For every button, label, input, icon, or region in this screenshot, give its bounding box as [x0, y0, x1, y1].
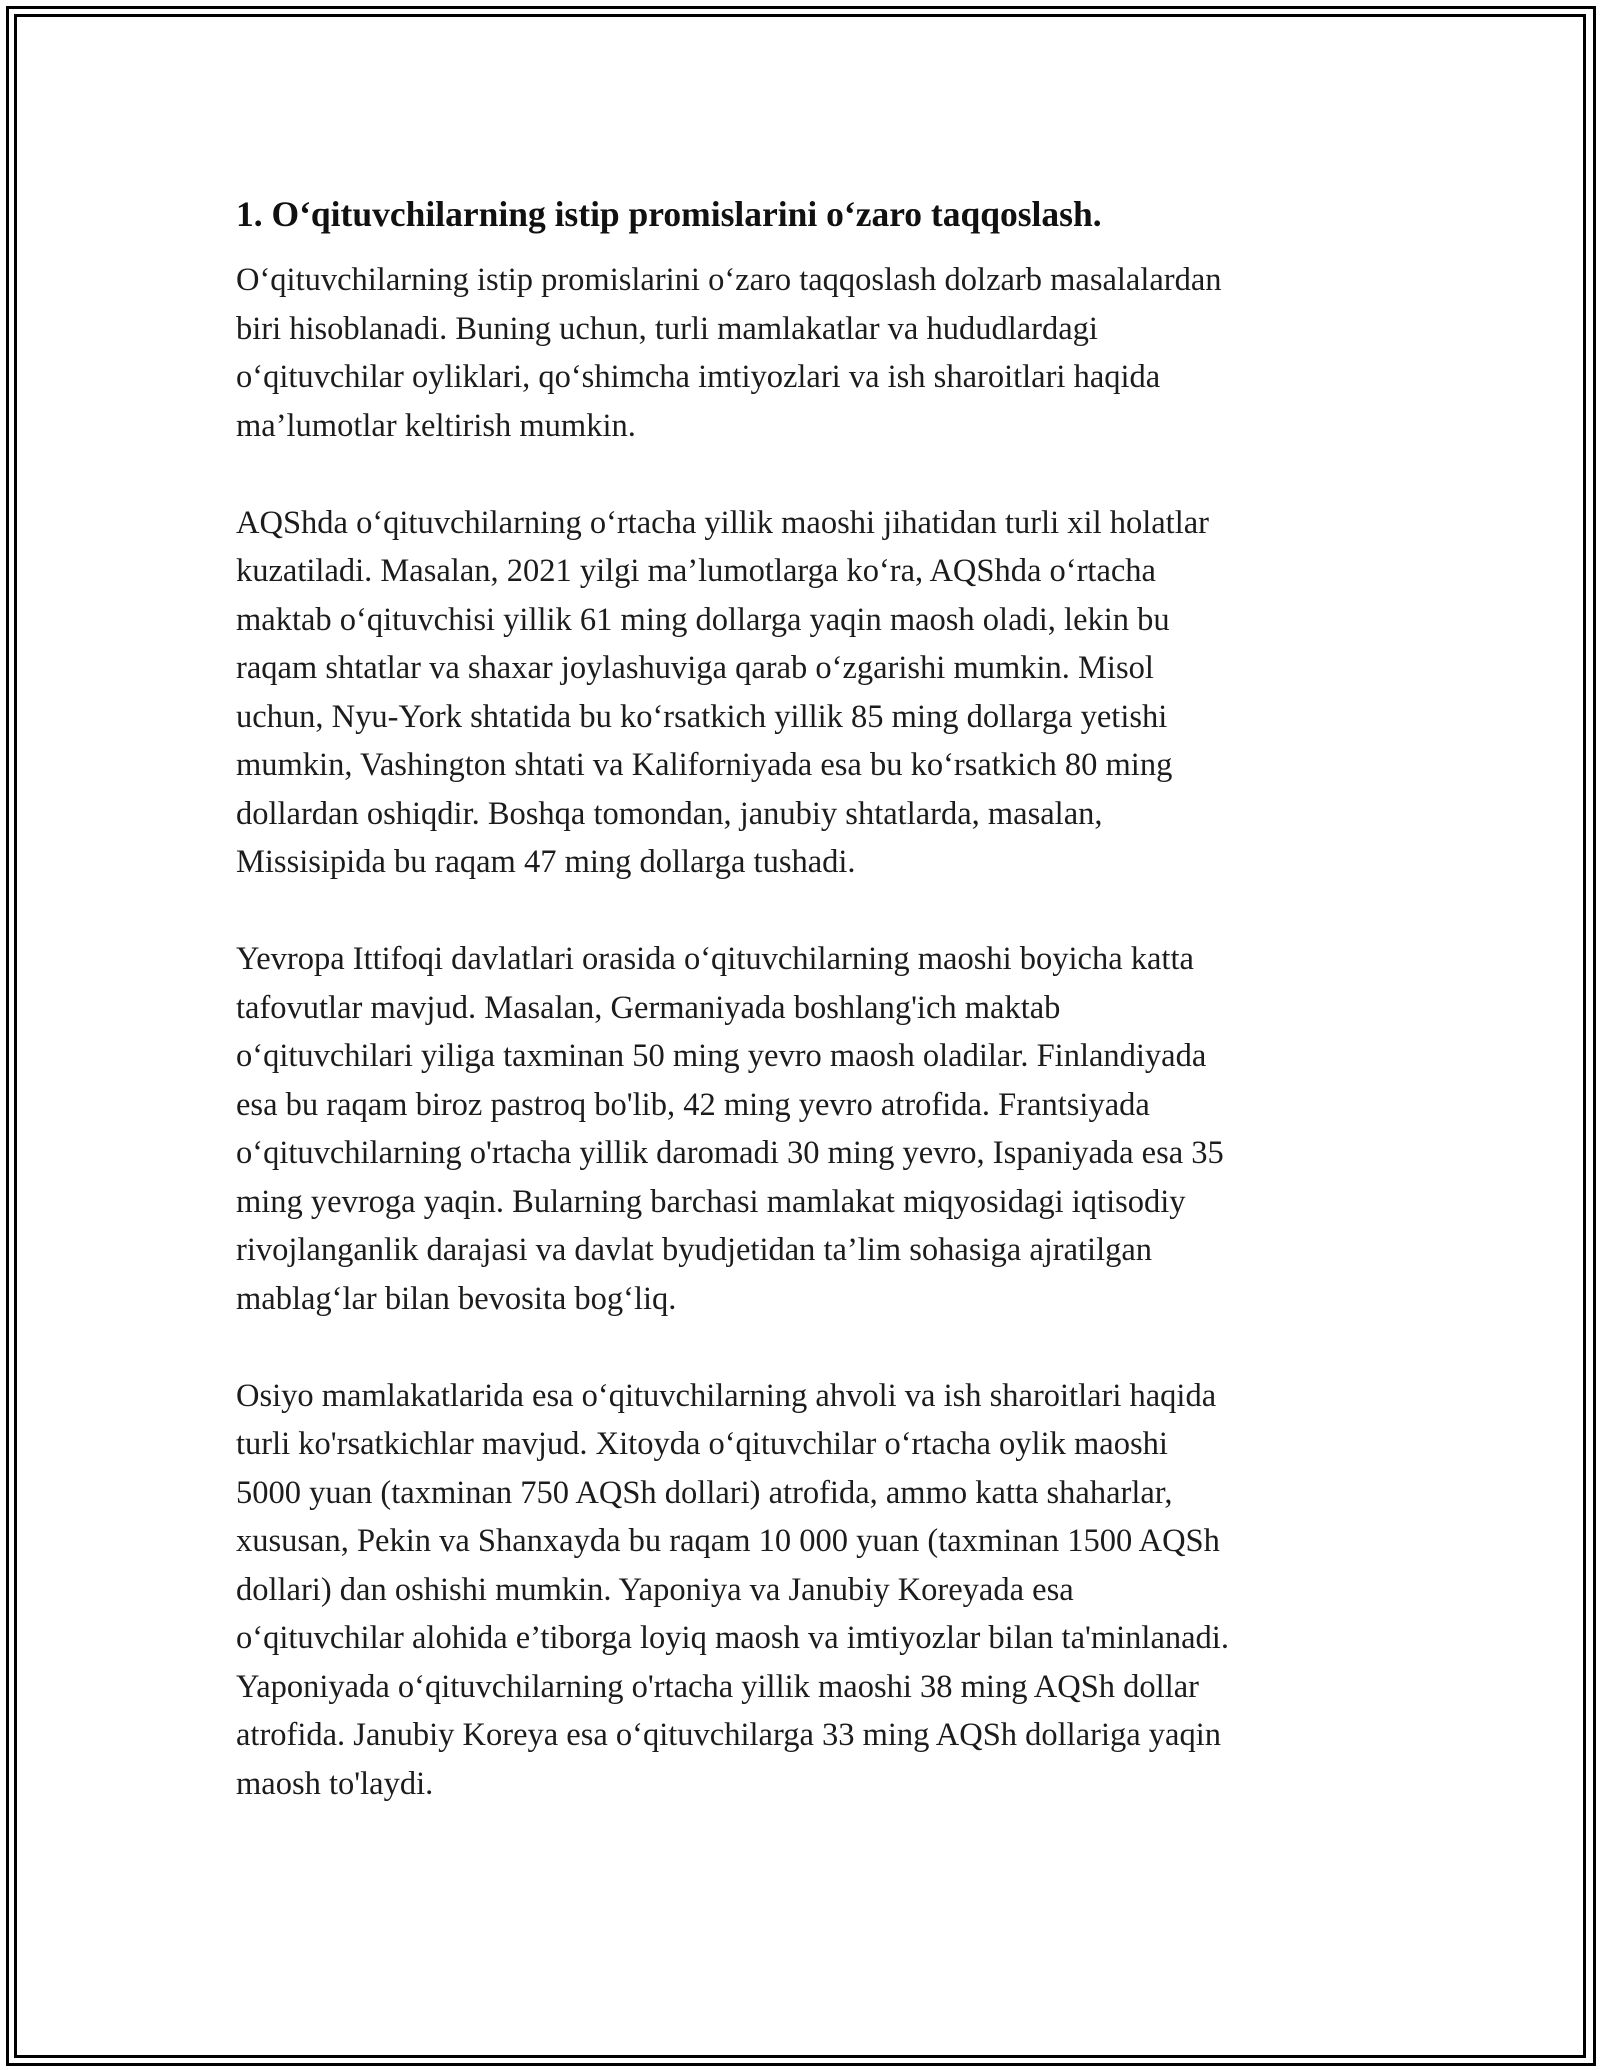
- paragraph-asia: Osiyo mamlakatlarida esa o‘qituvchilarning ahvoli va ish sharoitlari haqida turli ko'rsatkichlar mavjud. Xitoyda o‘qituvchilar o‘rtacha oylik maoshi 5000 yuan (taxminan 750 AQSh dollari) atrofida, ammo katta shaharlar, xususan, Pekin va Shanxayda bu raqam 10 000 yuan (taxminan 1500 AQSh dollari) dan oshishi mumkin. Yaponiya va Janubiy Koreyada esa o‘qituvchilar alohida e’tiborga loyiq maosh va imtiyozlar bilan ta'minlanadi. Yaponiyada o‘qituvchilarning o'rtacha yillik maoshi 38 ming AQSh dollar atrofida. Janubiy Koreya esa o‘qituvchilarga 33 ming AQSh dollariga yaqin maosh to'laydi.: [236, 1377, 1229, 1802]
- paragraph-europe: Yevropa Ittifoqi davlatlari orasida o‘qituvchilarning maoshi boyicha katta tafovutlar mavjud. Masalan, Germaniyada boshlang'ich maktab o‘qituvchilari yiliga taxminan 50 ming yevro maosh oladilar. Finlandiyada esa bu raqam biroz pastroq bo'lib, 42 ming yevro atrofida. Frantsiyada o‘qituvchilarning o'rtacha yillik daromadi 30 ming yevro, Ispaniyada esa 35 ming yevroga yaqin. Bularning barchasi mamlakat miqyosidagi iqtisodiy rivojlanganlik darajasi va davlat byudjetidan ta’lim sohasiga ajratilgan mablag‘lar bilan bevosita bog‘liq.: [236, 941, 1224, 1317]
- document-title: 1. O‘qituvchilarning istip promislarini o‘zaro taqqoslash.: [236, 194, 1102, 234]
- paragraph-usa: AQShda o‘qituvchilarning o‘rtacha yillik maoshi jihatidan turli xil holatlar kuzatiladi. Masalan, 2021 yilgi ma’lumotlarga ko‘ra, AQShda o‘rtacha maktab o‘qituvchisi yillik 61 ming dollarga yaqin maosh oladi, lekin bu raqam shtatlar va shaxar joylashuviga qarab o‘zgarishi mumkin. Misol uchun, Nyu-York shtatida bu ko‘rsatkich yillik 85 ming dollarga yetishi mumkin, Vashington shtati va Kaliforniyada esa bu ko‘rsatkich 80 ming dollardan oshiqdir. Boshqa tomondan, janubiy shtatlarda, masalan, Missisipida bu raqam 47 ming dollarga tushadi.: [236, 504, 1209, 880]
- paragraph-intro: O‘qituvchilarning istip promislarini o‘zaro taqqoslash dolzarb masalalardan biri hisoblanadi. Buning uchun, turli mamlakatlar va hududlardagi o‘qituvchilar oyliklari, qo‘shimcha imtiyozlari va ish sharoitlari haqida ma’lumotlar keltirish mumkin.: [236, 262, 1222, 444]
- document-body: [236, 186, 1366, 1857]
